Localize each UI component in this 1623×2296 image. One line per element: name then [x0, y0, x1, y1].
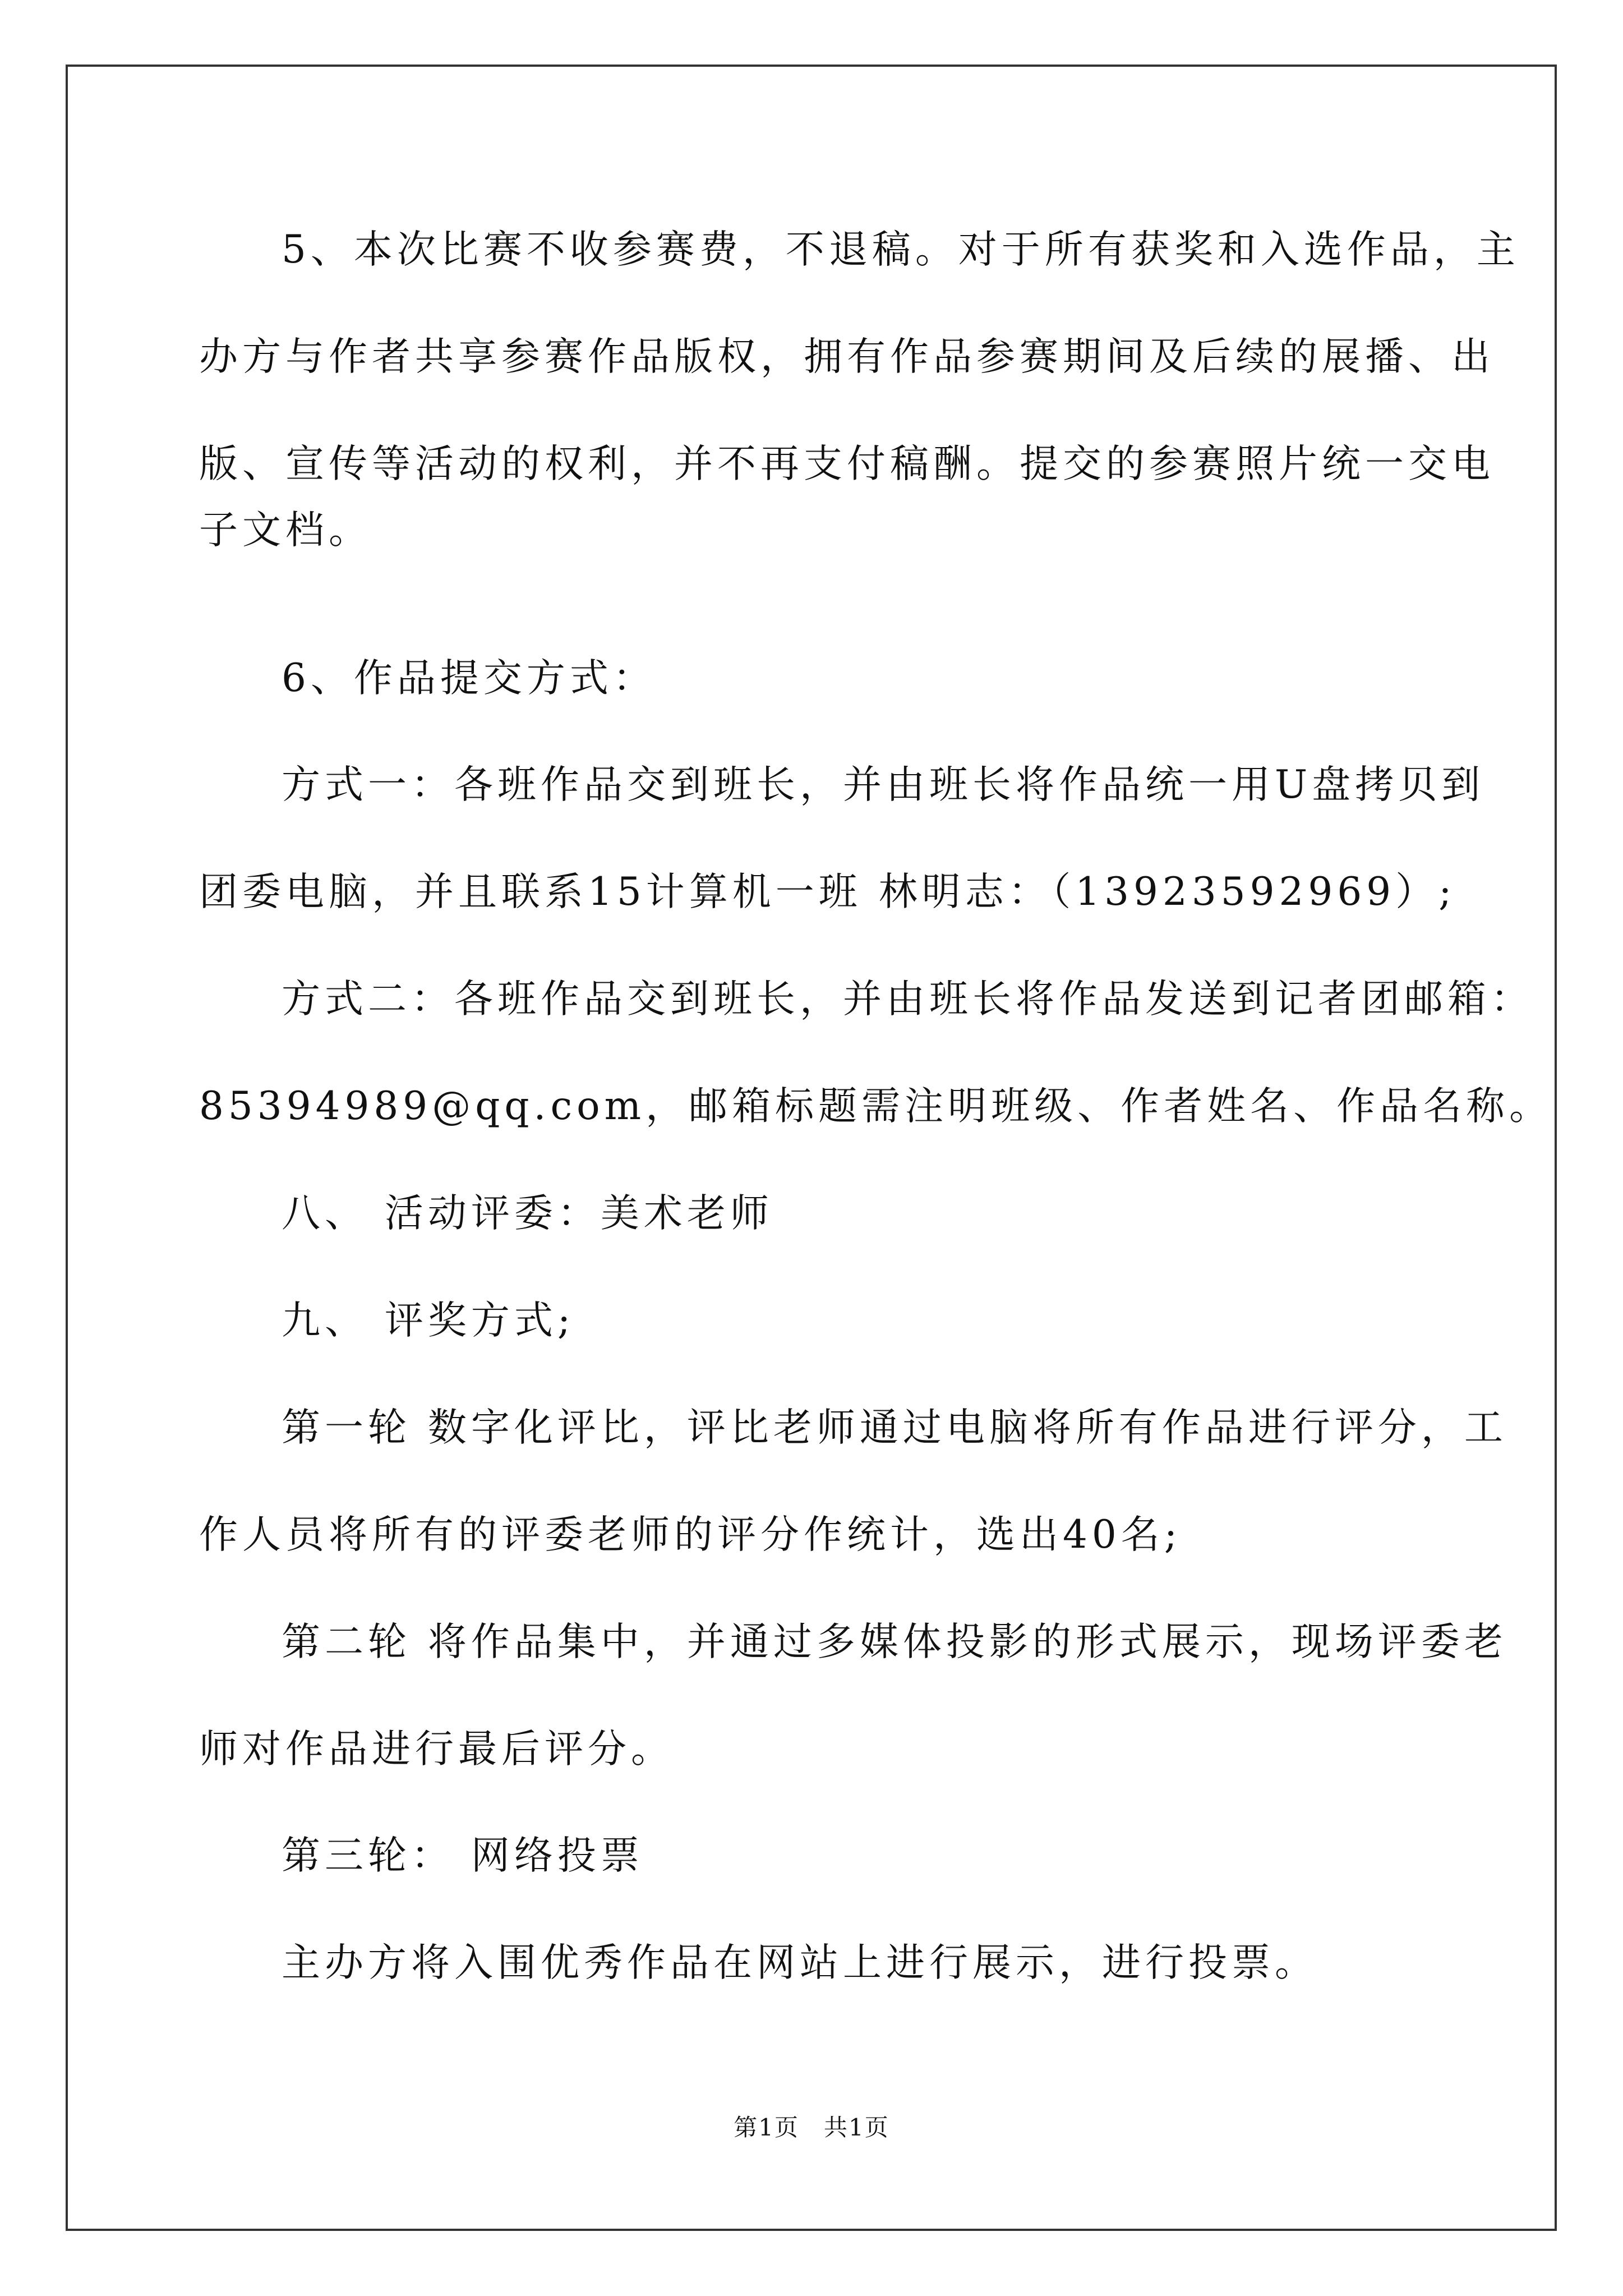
paragraph-line: 子文档。	[199, 508, 372, 553]
paragraph-line: 办方与作者共享参赛作品版权，拥有作品参赛期间及后续的展播、出	[199, 334, 1495, 379]
paragraph-line: 版、宣传等活动的权利，并不再支付稿酬。提交的参赛照片统一交电	[199, 441, 1495, 486]
section-heading: 九、 评奖方式;	[282, 1298, 575, 1343]
section-heading: 八、 活动评委：美术老师	[282, 1191, 773, 1236]
paragraph-line: 主办方将入围优秀作品在网站上进行展示，进行投票。	[282, 1940, 1318, 1985]
paragraph-line: 方式一：各班作品交到班长，并由班长将作品统一用U盘拷贝到	[282, 762, 1485, 807]
page-number-footer: 第1页 共1页	[734, 2114, 889, 2141]
paragraph-line: 作人员将所有的评委老师的评分作统计，选出40名;	[199, 1512, 1182, 1557]
paragraph-line: 85394989@qq.com，邮箱标题需注明班级、作者姓名、作品名称。	[199, 1084, 1553, 1129]
paragraph-line: 第二轮 将作品集中，并通过多媒体投影的形式展示，现场评委老	[282, 1619, 1507, 1664]
paragraph-line: 5、本次比赛不收参赛费，不退稿。对于所有获奖和入选作品，主	[282, 227, 1520, 272]
paragraph-line: 第三轮： 网络投票	[282, 1833, 644, 1878]
paragraph-line: 第一轮 数字化评比，评比老师通过电脑将所有作品进行评分，工	[282, 1405, 1507, 1450]
paragraph-line: 方式二：各班作品交到班长，并由班长将作品发送到记者团邮箱：	[282, 977, 1534, 1022]
page-frame	[66, 65, 1557, 2231]
paragraph-line: 师对作品进行最后评分。	[199, 1727, 674, 1772]
paragraph-line: 6、作品提交方式：	[282, 656, 656, 701]
paragraph-line: 团委电脑，并且联系15计算机一班 林明志：（13923592969）;	[199, 869, 1456, 914]
